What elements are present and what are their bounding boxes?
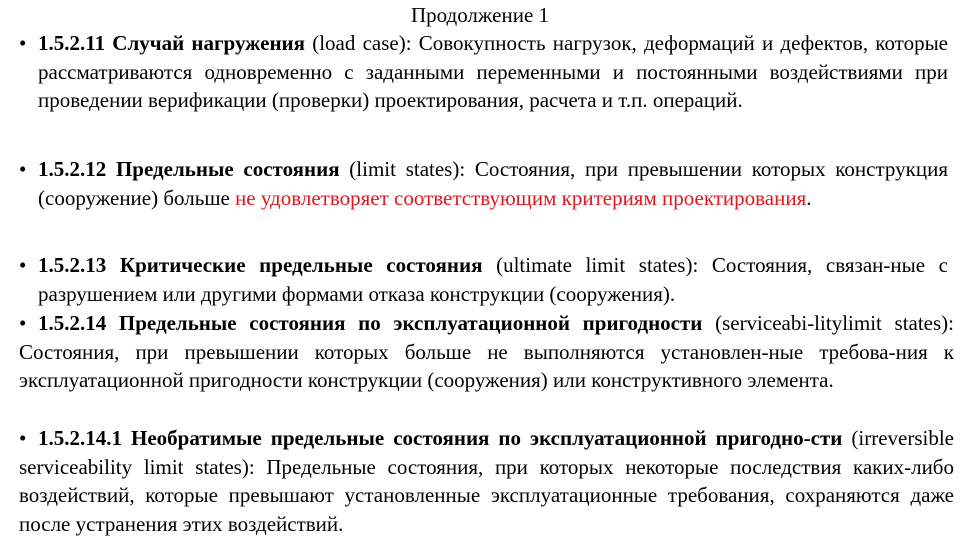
bullet-icon: •	[19, 157, 27, 181]
definition-entry	[0, 424, 960, 538]
definition-entry	[0, 155, 960, 212]
definition-body: (ultimate limit states): Состояния, связан-ные с разрушением или другими формами отказа конструкции (сооружения).	[38, 253, 948, 306]
definition-body: (load case): Совокупность нагрузок, деформаций и дефектов, которые рассматриваются одновременно с заданными переменными и постоянными воздействиями при проведении верификации (проверки) проектирования, расчета и т.п. операций.	[38, 31, 948, 112]
definition-text	[38, 29, 948, 115]
definition-tail: .	[806, 185, 812, 210]
highlighted-phrase: не удовлетворяет соответствующим критериям проектирования	[235, 185, 807, 210]
definition-text	[19, 309, 954, 395]
definition-body: (serviceabi-litylimit states): Состояния, при превышении которых больше не выполняются установлен-ные требова-ния к эксплуатационной пригодности конструкции (сооружения) или конструктивного элемента.	[19, 311, 955, 392]
bullet-icon: •	[19, 426, 27, 450]
definition-entry	[0, 309, 960, 395]
definition-body: (limit states): Состояния, при превышении которых конструкция (сооружение) больше	[38, 157, 948, 210]
definition-text	[38, 251, 948, 308]
bullet-icon: •	[19, 311, 27, 335]
definition-term: 1.5.2.12 Предельные состояния	[38, 157, 340, 181]
definition-term: 1.5.2.14.1 Необратимые предельные состояния по эксплуатационной пригодно-сти	[38, 426, 843, 450]
bullet-icon: •	[19, 31, 27, 55]
page-header: Продолжение 1	[410, 3, 550, 27]
definition-term: 1.5.2.14 Предельные состояния по эксплуатационной пригодности	[38, 311, 703, 335]
bullet-icon: •	[19, 253, 27, 277]
definition-entry	[0, 29, 960, 115]
definition-text	[19, 424, 954, 538]
definition-text	[38, 155, 948, 212]
definition-term: 1.5.2.13 Критические предельные состояния	[38, 253, 483, 277]
definition-term: 1.5.2.11 Случай нагружения	[38, 31, 306, 55]
definition-body: (irreversible serviceability limit states): Предельные состояния, при которых некоторые последствия каких-либо воздействий, которые превышают установленные эксплуатационные требования, сохраняются даже после устранения этих воздействий.	[19, 426, 954, 536]
definition-entry	[0, 251, 960, 308]
